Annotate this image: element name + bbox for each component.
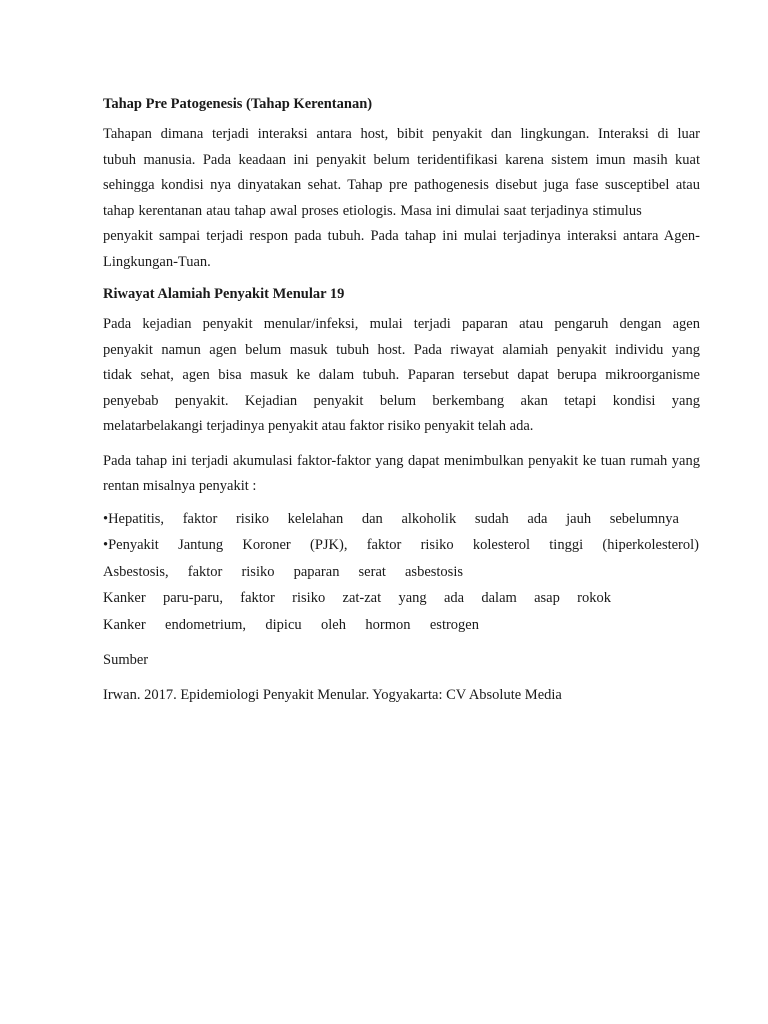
paragraph-pre-patogenesis — [103, 122, 700, 275]
disease-list — [103, 506, 700, 639]
list-item: Kanker endometrium, dipicu oleh hormon estrogen — [103, 616, 479, 633]
list-item: Asbestosis, faktor risiko paparan serat asbestosis — [103, 563, 463, 580]
text-line: rentan misalnya penyakit : — [103, 478, 257, 494]
text-line: tubuh manusia. Pada keadaan ini penyakit belum teridentifikasi karena sistem imun masih kuat — [103, 151, 700, 168]
document-page — [103, 94, 700, 705]
text-line: melatarbelakangi terjadinya penyakit atau faktor risiko penyakit telah ada. — [103, 418, 534, 434]
text-line: Pada tahap ini terjadi akumulasi faktor-faktor yang dapat menimbulkan penyakit ke tuan rumah yang — [103, 452, 700, 469]
text-line: Tahapan dimana terjadi interaksi antara host, bibit penyakit dan lingkungan. Interaksi di luar — [103, 126, 700, 142]
paragraph-riwayat-alamiah — [103, 312, 700, 440]
text-line: penyakit sampai terjadi respon pada tubuh. Pada tahap ini mulai terjadinya interaksi antara Agen- — [103, 228, 700, 244]
text-line: Lingkungan-Tuan. — [103, 253, 211, 270]
text-line: tahap kerentanan atau tahap awal proses etiologis. Masa ini dimulai saat terjadinya stimulus — [103, 202, 642, 219]
text-line: sehingga kondisi nya dinyatakan sehat. Tahap pre pathogenesis disebut juga fase susceptibel atau — [103, 177, 700, 193]
text-line: Pada kejadian penyakit menular/infeksi, mulai terjadi paparan atau pengaruh dengan agen — [103, 316, 700, 332]
list-item: •Penyakit Jantung Koroner (PJK), faktor risiko kolesterol tinggi (hiperkolesterol) — [103, 537, 699, 553]
list-item: •Hepatitis, faktor risiko kelelahan dan alkoholik sudah ada jauh sebelumnya — [103, 510, 679, 527]
source-label: Sumber — [103, 652, 149, 668]
section-heading-pre-patogenesis: Tahap Pre Patogenesis (Tahap Kerentanan) — [103, 96, 373, 112]
text-line: penyebab penyakit. Kejadian penyakit belum berkembang akan tetapi kondisi yang — [103, 392, 700, 409]
section-heading-riwayat-alamiah: Riwayat Alamiah Penyakit Menular 19 — [103, 286, 345, 302]
paragraph-akumulasi — [103, 449, 700, 500]
text-line: penyakit namun agen belum masuk tubuh host. Pada riwayat alamiah penyakit individu yang — [103, 341, 700, 358]
text-line: tidak sehat, agen bisa masuk ke dalam tubuh. Paparan tersebut dapat berupa mikroorganisme — [103, 367, 700, 383]
list-item: Kanker paru-paru, faktor risiko zat-zat yang ada dalam asap rokok — [103, 590, 611, 606]
source-reference: Irwan. 2017. Epidemiologi Penyakit Menular. Yogyakarta: CV Absolute Media — [103, 687, 562, 703]
